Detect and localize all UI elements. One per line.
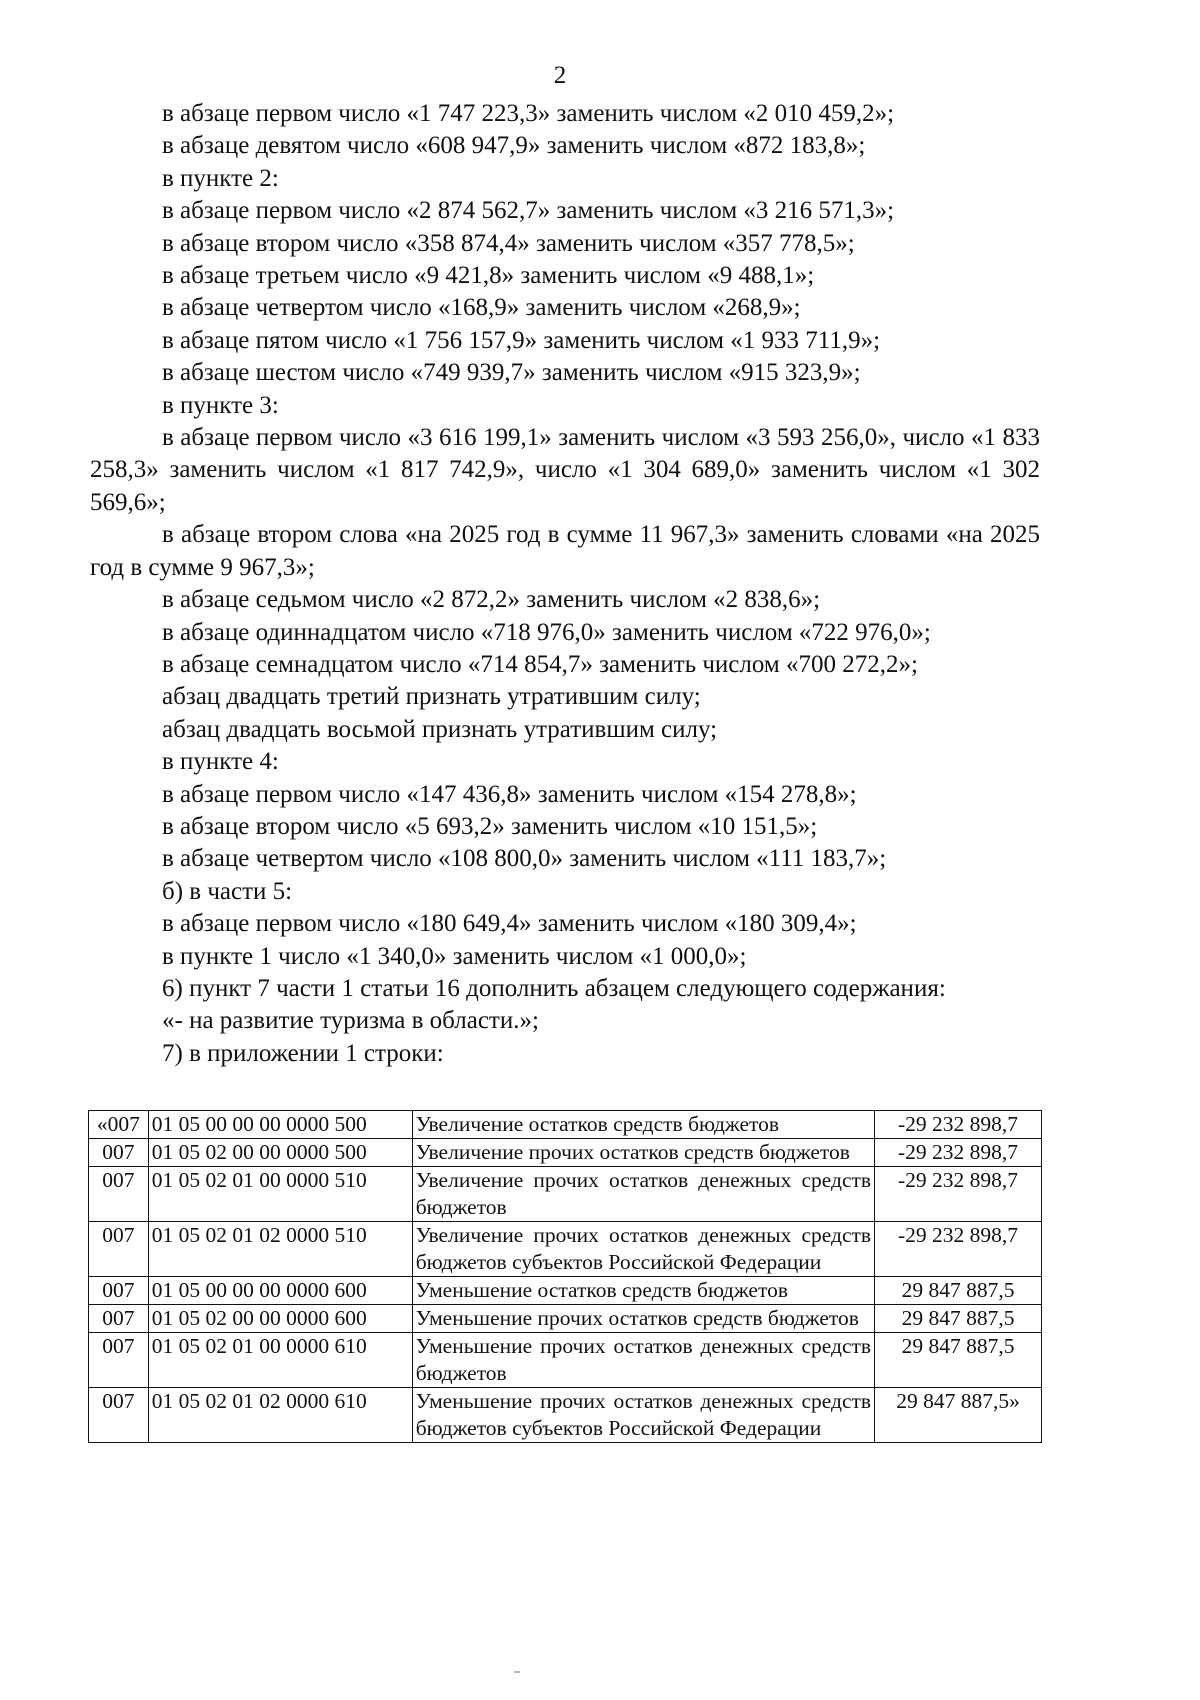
row-amount-cell: 29 847 887,5 <box>875 1305 1042 1333</box>
paragraph: абзац двадцать третий признать утратившим силу; <box>162 683 701 711</box>
paragraph: в абзаце седьмом число «2 872,2» заменить числом «2 838,6»; <box>162 586 821 614</box>
row-kbk-cell: 01 05 02 01 02 0000 510 <box>148 1222 412 1277</box>
table-row <box>89 1277 1042 1305</box>
paragraph: в пункте 3: <box>162 391 279 419</box>
row-amount-cell: 29 847 887,5» <box>875 1388 1042 1443</box>
row-code-cell: 007 <box>89 1333 149 1388</box>
table-row <box>89 1167 1042 1222</box>
row-code-cell: 007 <box>89 1139 149 1167</box>
paragraph: в абзаце семнадцатом число «714 854,7» заменить числом «700 272,2»; <box>162 650 918 678</box>
paragraph: в пункте 2: <box>162 164 279 192</box>
row-code-cell: 007 <box>89 1305 149 1333</box>
paragraph: в абзаце девятом число «608 947,9» заменить числом «872 183,8»; <box>162 132 866 160</box>
scan-artifact <box>514 1671 520 1673</box>
paragraph: в абзаце третьем число «9 421,8» заменить числом «9 488,1»; <box>162 262 815 290</box>
table-row <box>89 1111 1042 1139</box>
row-name-cell: Уменьшение прочих остатков денежных средств бюджетов субъектов Российской Федерации <box>412 1388 874 1443</box>
paragraph: в пункте 1 число «1 340,0» заменить числом «1 000,0»; <box>162 942 747 970</box>
row-kbk-cell: 01 05 02 00 00 0000 600 <box>148 1305 412 1333</box>
row-amount-cell: -29 232 898,7 <box>875 1222 1042 1277</box>
row-amount-cell: 29 847 887,5 <box>875 1333 1042 1388</box>
paragraph: 7) в приложении 1 строки: <box>162 1039 444 1067</box>
row-name-cell: Увеличение остатков средств бюджетов <box>412 1111 874 1139</box>
row-name-cell: Увеличение прочих остатков денежных средств бюджетов субъектов Российской Федерации <box>412 1222 874 1277</box>
paragraph: в абзаце первом число «180 649,4» заменить числом «180 309,4»; <box>162 910 857 938</box>
paragraph: 6) пункт 7 части 1 статьи 16 дополнить абзацем следующего содержания: <box>162 974 946 1002</box>
row-kbk-cell: 01 05 00 00 00 0000 600 <box>148 1277 412 1305</box>
row-code-cell: 007 <box>89 1388 149 1443</box>
table-row <box>89 1139 1042 1167</box>
row-code-cell: «007 <box>89 1111 149 1139</box>
paragraph: в абзаце четвертом число «108 800,0» заменить числом «111 183,7»; <box>162 845 887 873</box>
paragraph: в абзаце пятом число «1 756 157,9» заменить числом «1 933 711,9»; <box>162 326 881 354</box>
paragraph: в абзаце первом число «3 616 199,1» заменить числом «3 593 256,0», число «1 833 258,3» заменить числом «1 817 742,9», число «1 304 689,0» заменить числом «1 302 569,6»; <box>90 424 1040 516</box>
paragraph: в абзаце первом число «147 436,8» заменить числом «154 278,8»; <box>162 780 857 808</box>
paragraph: в абзаце четвертом число «168,9» заменить числом «268,9»; <box>162 294 801 322</box>
row-kbk-cell: 01 05 02 00 00 0000 500 <box>148 1139 412 1167</box>
paragraph: абзац двадцать восьмой признать утратившим силу; <box>162 715 718 743</box>
table-row <box>89 1333 1042 1388</box>
paragraph: в абзаце шестом число «749 939,7» заменить числом «915 323,9»; <box>162 359 861 387</box>
row-amount-cell: 29 847 887,5 <box>875 1277 1042 1305</box>
row-name-cell: Уменьшение прочих остатков денежных средств бюджетов <box>412 1333 874 1388</box>
paragraph: в абзаце одиннадцатом число «718 976,0» заменить числом «722 976,0»; <box>162 618 931 646</box>
table-row <box>89 1388 1042 1443</box>
row-amount-cell: -29 232 898,7 <box>875 1167 1042 1222</box>
row-kbk-cell: 01 05 02 01 00 0000 610 <box>148 1333 412 1388</box>
paragraph: в абзаце первом число «1 747 223,3» заменить числом «2 010 459,2»; <box>162 100 895 127</box>
paragraph: в абзаце втором слова «на 2025 год в сумме 11 967,3» заменить словами «на 2025 год в сумме 9 967,3»; <box>90 521 1040 581</box>
document-body <box>90 98 1040 1070</box>
paragraph: б) в части 5: <box>162 877 293 905</box>
row-name-cell: Увеличение прочих остатков денежных средств бюджетов <box>412 1167 874 1222</box>
row-amount-cell: -29 232 898,7 <box>875 1139 1042 1167</box>
paragraph: в абзаце первом число «2 874 562,7» заменить числом «3 216 571,3»; <box>162 197 895 225</box>
paragraph: в пункте 4: <box>162 748 279 776</box>
table-row <box>89 1305 1042 1333</box>
row-amount-cell: -29 232 898,7 <box>875 1111 1042 1139</box>
row-name-cell: Увеличение прочих остатков средств бюджетов <box>412 1139 874 1167</box>
row-kbk-cell: 01 05 00 00 00 0000 500 <box>148 1111 412 1139</box>
paragraph: «- на развитие туризма в области.»; <box>162 1007 539 1035</box>
amendment-table-body <box>89 1111 1042 1443</box>
page-number: 2 <box>553 62 567 89</box>
row-code-cell: 007 <box>89 1167 149 1222</box>
row-code-cell: 007 <box>89 1222 149 1277</box>
paragraph: в абзаце втором число «5 693,2» заменить числом «10 151,5»; <box>162 812 818 840</box>
paragraph: в абзаце втором число «358 874,4» заменить числом «357 778,5»; <box>162 229 855 257</box>
table-row <box>89 1222 1042 1277</box>
row-kbk-cell: 01 05 02 01 00 0000 510 <box>148 1167 412 1222</box>
row-code-cell: 007 <box>89 1277 149 1305</box>
amendment-table <box>88 1110 1042 1443</box>
row-kbk-cell: 01 05 02 01 02 0000 610 <box>148 1388 412 1443</box>
row-name-cell: Уменьшение прочих остатков средств бюджетов <box>412 1305 874 1333</box>
row-name-cell: Уменьшение остатков средств бюджетов <box>412 1277 874 1305</box>
